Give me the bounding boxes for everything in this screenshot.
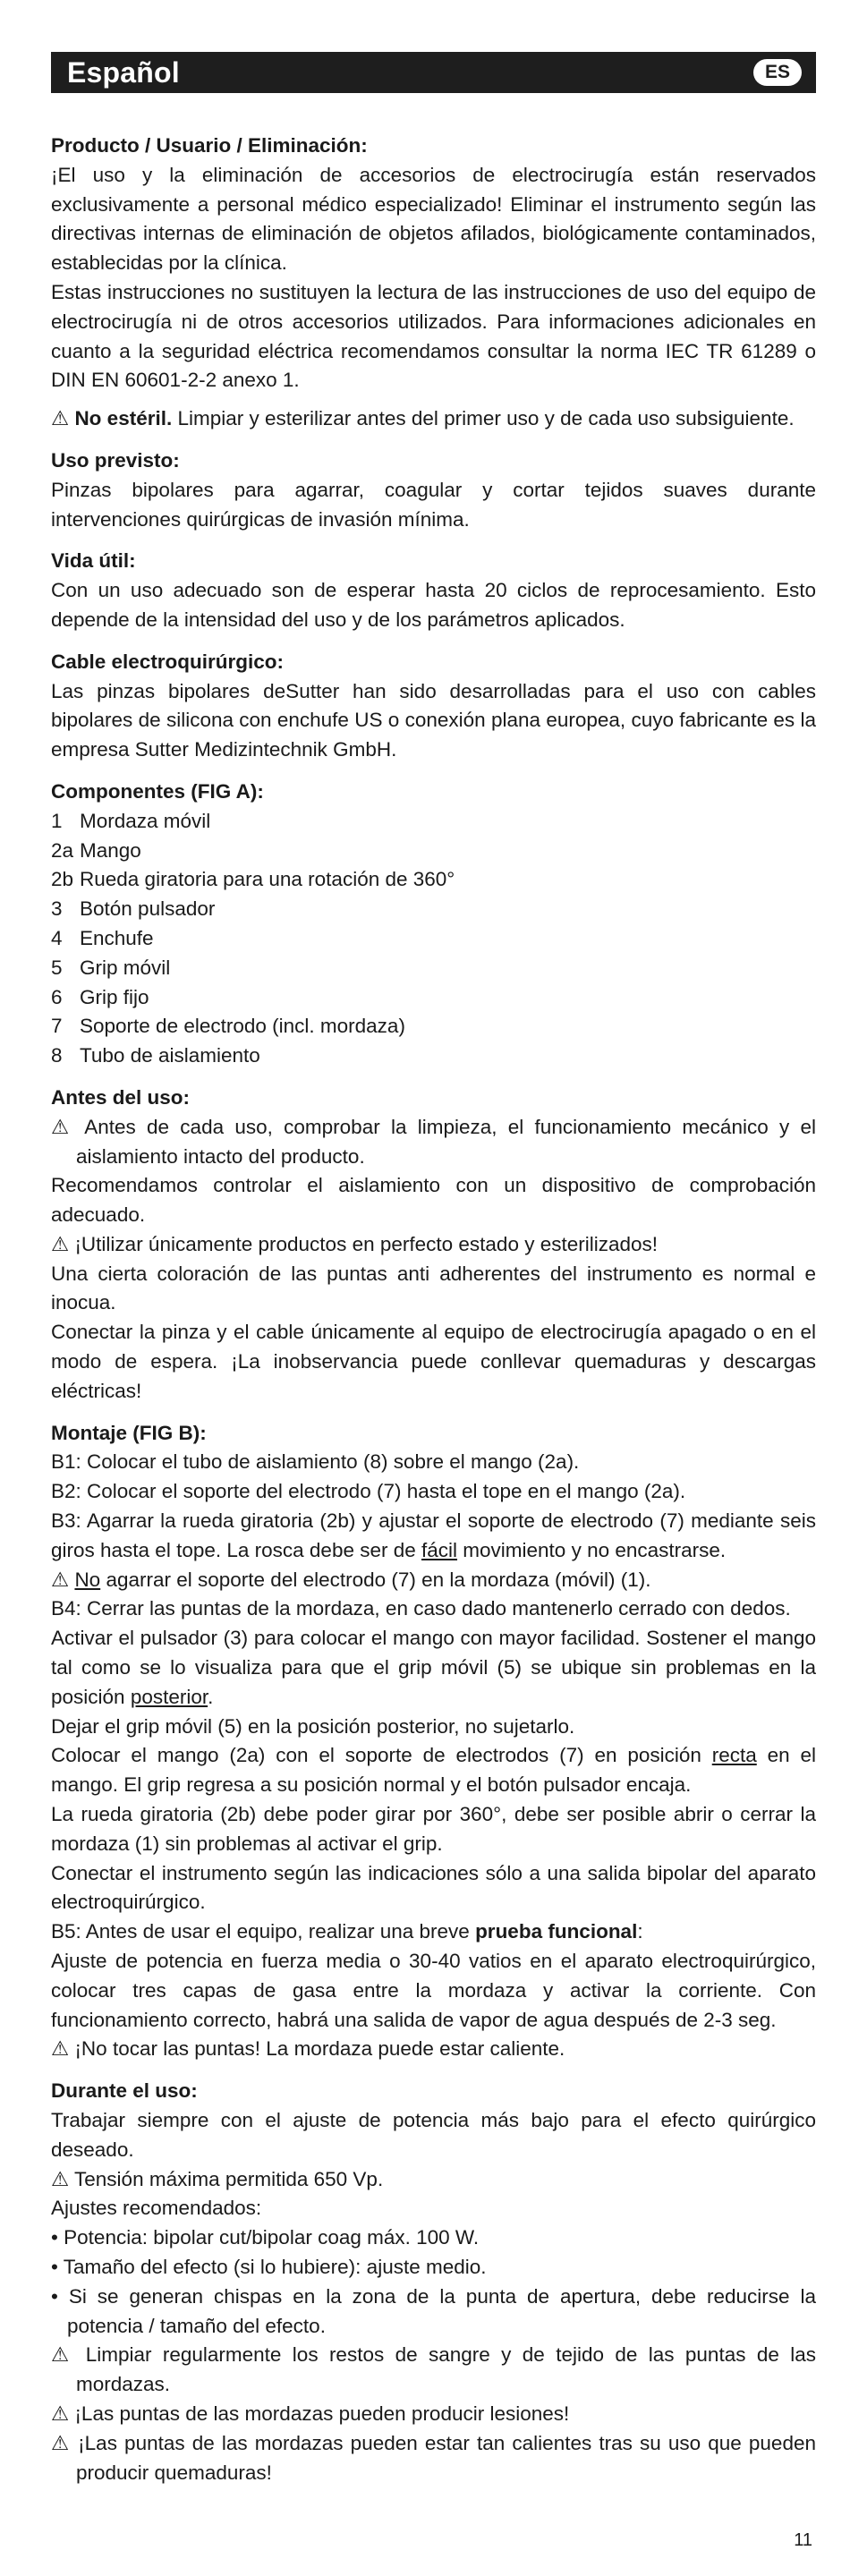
component-label: Grip móvil — [80, 956, 171, 979]
warning-text: agarrar el soporte del electrodo (7) en la mordaza (móvil) (1). — [100, 1568, 651, 1591]
step-b2: B2: Colocar el soporte del electrodo (7) hasta el tope en el mango (2a). — [51, 1480, 686, 1503]
warning-line — [51, 1230, 816, 1260]
text: movimiento y no encastrarse. — [457, 1538, 727, 1561]
section-title: Uso previsto: — [51, 448, 180, 472]
component-number: 2b — [51, 868, 74, 891]
warning-line — [51, 2341, 816, 2400]
paragraph — [51, 1741, 816, 1800]
paragraph — [51, 1624, 816, 1712]
paragraph: Conectar la pinza y el cable únicamente al equipo de electrocirugía apagado o en el modo de espera. ¡La inobservancia puede conllevar quemaduras y descargas eléctricas! — [51, 1321, 816, 1402]
section-title: Vida útil: — [51, 549, 136, 573]
paragraph: Las pinzas bipolares deSutter han sido desarrolladas para el uso con cables bipolares de silicona con enchufe US o conexión plana europea, cuyo fabricante es la empresa Sutter Medizintechnik GmbH. — [51, 679, 816, 761]
bullet-icon: • — [51, 2226, 58, 2249]
text: Colocar el mango (2a) con el soporte de electrodos (7) en posición — [51, 1744, 712, 1767]
warning-text: ¡No tocar las puntas! La mordaza puede estar caliente. — [74, 2037, 565, 2061]
warning-text: ¡Las puntas de las mordazas pueden producir lesiones! — [74, 2402, 570, 2425]
warning-icon: ⚠ — [51, 2037, 70, 2061]
warning-line — [51, 2165, 816, 2195]
component-number: 2a — [51, 838, 74, 862]
step-b1: B1: Colocar el tubo de aislamiento (8) sobre el mango (2a). — [51, 1450, 580, 1474]
paragraph: Ajuste de potencia en fuerza media o 30-40 vatios en el aparato electroquirúrgico, colocar tres capas de gasa entre la mordaza y activar la corriente. Con funcionamiento correcto, habrá una salida de vapor de agua después de 2-3 seg. — [51, 1950, 816, 2031]
component-number: 4 — [51, 926, 63, 949]
section-componentes — [51, 778, 816, 1071]
warning-text: Limpiar y esterilizar antes del primer uso y de cada uso subsiguiente. — [172, 407, 795, 430]
component-number: 1 — [51, 809, 63, 832]
warning-text: ¡Las puntas de las mordazas pueden estar tan calientes tras su uso que pueden producir quemaduras! — [76, 2431, 816, 2484]
warning-icon: ⚠ — [51, 1568, 70, 1591]
warning-icon: ⚠ — [51, 2431, 72, 2454]
warning-icon: ⚠ — [51, 407, 70, 430]
paragraph: Pinzas bipolares para agarrar, coagular y cortar tejidos suaves durante intervenciones quirúrgicas de invasión mínima. — [51, 478, 816, 531]
text: . — [208, 1685, 214, 1708]
step-b3 — [51, 1507, 816, 1566]
warning-icon: ⚠ — [51, 1115, 75, 1138]
component-item — [51, 983, 816, 1013]
bullet-item — [51, 2253, 816, 2283]
paragraph: Una cierta coloración de las puntas anti adherentes del instrumento es normal e inocua. — [51, 1262, 816, 1314]
section-title: Durante el uso: — [51, 2079, 198, 2103]
section-uso-previsto — [51, 446, 816, 534]
section-montaje — [51, 1419, 816, 2065]
step-b5 — [51, 1917, 816, 1947]
bullet-item — [51, 2283, 816, 2342]
component-item — [51, 1041, 816, 1071]
section-antes — [51, 1084, 816, 1407]
warning-icon: ⚠ — [51, 1232, 70, 1255]
warning-line — [51, 2400, 816, 2429]
warning-text: Tensión máxima permitida 650 Vp. — [74, 2167, 384, 2190]
section-title: Cable electroquirúrgico: — [51, 650, 285, 673]
language-badge: ES — [753, 59, 802, 86]
component-item — [51, 924, 816, 954]
bullet-text: Si se generan chispas en la zona de la punta de apertura, debe reducirse la potencia / tamaño del efecto. — [67, 2284, 816, 2337]
document-body — [51, 132, 816, 2500]
warning-bold: No estéril. — [74, 407, 173, 430]
warning-line — [51, 404, 816, 434]
component-label: Enchufe — [80, 926, 154, 949]
section-cable — [51, 648, 816, 765]
step-b4: B4: Cerrar las puntas de la mordaza, en caso dado mantenerlo cerrado con dedos. — [51, 1597, 791, 1620]
text: en el mango. El grip regresa a su posición normal y el botón pulsador encaja. — [51, 1744, 816, 1797]
warning-icon: ⚠ — [51, 2167, 70, 2190]
warning-line — [51, 2035, 816, 2064]
component-label: Mordaza móvil — [80, 809, 211, 832]
paragraph: Conectar el instrumento según las indicaciones sólo a una salida bipolar del aparato electroquirúrgico. — [51, 1861, 816, 1914]
warning-line — [51, 2429, 816, 2488]
underlined-text: fácil — [421, 1538, 458, 1561]
underlined-text: recta — [711, 1744, 757, 1767]
component-item — [51, 895, 816, 924]
warning-text: Limpiar regularmente los restos de sangre y de tejido de las puntas de las mordazas. — [76, 2343, 817, 2396]
text: Activar el pulsador (3) para colocar el mango con mayor facilidad. Sostener el mango tal como se lo visualiza para que el grip móvil (5) se ubique sin problemas en la posición — [51, 1627, 816, 1708]
component-number: 8 — [51, 1044, 63, 1067]
text: B5: Antes de usar el equipo, realizar una breve — [51, 1920, 476, 1943]
component-number: 6 — [51, 985, 63, 1008]
component-item — [51, 865, 816, 895]
component-number: 7 — [51, 1015, 63, 1038]
paragraph: La rueda giratoria (2b) debe poder girar por 360°, debe ser posible abrir o cerrar la mordaza (1) sin problemas al activar el grip. — [51, 1803, 816, 1855]
paragraph: Con un uso adecuado son de esperar hasta 20 ciclos de reprocesamiento. Esto depende de la intensidad del uso y de los parámetros aplicados. — [51, 579, 816, 631]
paragraph: Estas instrucciones no sustituyen la lectura de las instrucciones de uso del equipo de electrocirugía ni de otros accesorios utilizados. Para informaciones adicionales en cuanto a la seguridad eléctrica recomendamos consultar la norma IEC TR 61289 o DIN EN 60601-2-2 anexo 1. — [51, 280, 816, 392]
section-title: Antes del uso: — [51, 1085, 191, 1109]
section-title: Montaje (FIG B): — [51, 1421, 207, 1444]
component-label: Rueda giratoria para una rotación de 360° — [80, 868, 455, 891]
section-producto — [51, 132, 816, 434]
component-item — [51, 954, 816, 983]
paragraph: ¡El uso y la eliminación de accesorios de electrocirugía están reservados exclusivamente a personal médico especializado! Eliminar el instrumento según las directivas internas de eliminación de objetos afilados, biológicamente contaminados, establecidas por la clínica. — [51, 163, 816, 275]
component-label: Grip fijo — [80, 985, 149, 1008]
bullet-item — [51, 2223, 816, 2253]
header-bar — [51, 52, 816, 93]
page-title: Español — [67, 55, 180, 89]
warning-icon: ⚠ — [51, 2402, 70, 2425]
text: : — [637, 1920, 643, 1943]
underlined-text: posterior — [130, 1685, 208, 1708]
paragraph: Recomendamos controlar el aislamiento con un dispositivo de comprobación adecuado. — [51, 1174, 816, 1227]
component-number: 5 — [51, 956, 63, 979]
bullet-text: Tamaño del efecto (si lo hubiere): ajuste medio. — [63, 2255, 487, 2278]
bullet-icon: • — [51, 2255, 58, 2278]
bullet-text: Potencia: bipolar cut/bipolar coag máx. 100 W. — [64, 2226, 480, 2249]
section-title: Producto / Usuario / Eliminación: — [51, 134, 368, 157]
bold-text: prueba funcional — [475, 1920, 638, 1943]
paragraph: Dejar el grip móvil (5) en la posición posterior, no sujetarlo. — [51, 1714, 575, 1738]
bullet-icon: • — [51, 2284, 58, 2308]
component-number: 3 — [51, 897, 63, 921]
section-title: Componentes (FIG A): — [51, 779, 264, 803]
text: B3: Agarrar la rueda giratoria (2b) y ajustar el soporte de electrodo (7) mediante seis giros hasta el tope. La rosca debe ser de — [51, 1509, 816, 1561]
underlined-text: No — [74, 1568, 101, 1591]
warning-icon: ⚠ — [51, 2343, 75, 2367]
paragraph: Trabajar siempre con el ajuste de potencia más bajo para el efecto quirúrgico deseado. — [51, 2109, 816, 2161]
warning-text: ¡Utilizar únicamente productos en perfecto estado y esterilizados! — [74, 1232, 659, 1255]
page-number: 11 — [794, 2530, 812, 2550]
component-label: Mango — [80, 838, 141, 862]
component-label: Botón pulsador — [80, 897, 216, 921]
section-vida-util — [51, 547, 816, 634]
component-label: Soporte de electrodo (incl. mordaza) — [80, 1015, 405, 1038]
component-item — [51, 1012, 816, 1041]
warning-line — [51, 1566, 816, 1595]
component-label: Tubo de aislamiento — [80, 1044, 260, 1067]
section-durante — [51, 2077, 816, 2487]
paragraph: Ajustes recomendados: — [51, 2197, 262, 2220]
component-item — [51, 837, 816, 866]
warning-text: Antes de cada uso, comprobar la limpieza, el funcionamiento mecánico y el aislamiento intacto del producto. — [76, 1115, 817, 1168]
warning-line — [51, 1113, 816, 1172]
component-item — [51, 807, 816, 837]
